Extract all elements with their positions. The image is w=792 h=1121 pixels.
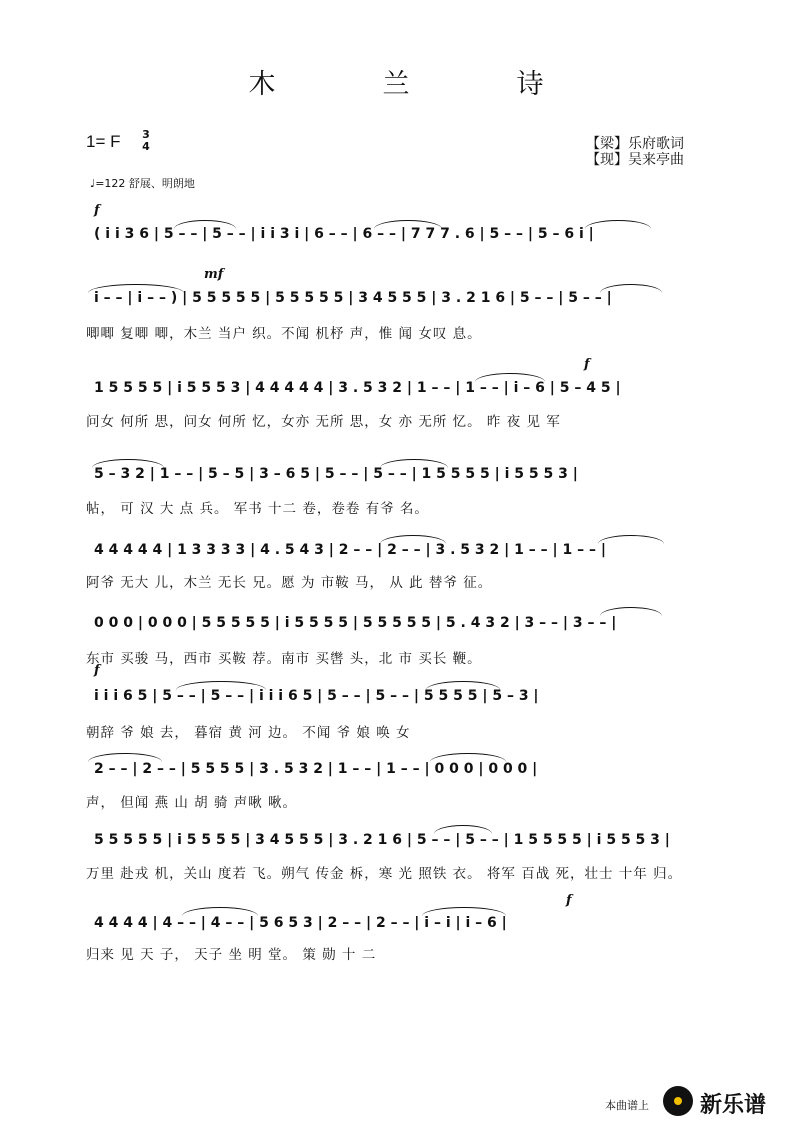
note-sequence: 4 4 4 4 | 4 – – | 4 – – | 5 6 5 3 | 2 – – | 2 – – | i – i | i – 6 |: [94, 915, 507, 931]
lyric-line: 声， 但闻 燕 山 胡 骑 声啾 啾。: [86, 795, 298, 811]
site-logo: 新乐谱: [700, 1093, 767, 1118]
note-sequence: 4 4 4 4 4 | 1 3 3 3 3 | 4 . 5 4 3 | 2 – – | 2 – – | 3 . 5 3 2 | 1 – – | 1 – – |: [94, 542, 606, 558]
lyric-line: 唧唧 复唧 唧，木兰 当户 织。不闻 机杼 声，惟 闻 女叹 息。: [86, 326, 482, 342]
dynamic-f: f: [566, 893, 572, 908]
lyricist-credit: 【梁】乐府歌词: [586, 136, 684, 152]
notation-line: [86, 832, 716, 866]
notation-line: [86, 290, 716, 324]
notation-line: [86, 615, 716, 649]
lyric-line: 问女 何所 思，问女 何所 忆，女亦 无所 思，女 亦 无所 忆。 昨 夜 见 军: [86, 414, 561, 430]
note-sequence: ( i i 3 6 | 5 – – | 5 – – | i i 3 i | 6 – – | 6 – – | 7 7 7 . 6 | 5 – – | 5 – 6 i |: [94, 226, 594, 242]
notation-line: [86, 688, 716, 722]
note-sequence: i i i 6 5 | 5 – – | 5 – – | i i i 6 5 | 5 – – | 5 – – | 5 5 5 5 | 5 – 3 |: [94, 688, 539, 704]
tie-slur: [600, 284, 662, 293]
dynamic-f: f: [94, 663, 100, 678]
tie-slur: [374, 220, 442, 229]
lyric-line: 帖， 可 汉 大 点 兵。 军书 十二 卷，卷卷 有爷 名。: [86, 501, 429, 517]
tie-slur: [475, 373, 545, 382]
footer-note: 本曲谱上: [605, 1099, 649, 1112]
note-sequence: 2 – – | 2 – – | 5 5 5 5 | 3 . 5 3 2 | 1 – – | 1 – – | 0 0 0 | 0 0 0 |: [94, 761, 538, 777]
notation-line: [86, 466, 716, 500]
tie-slur: [88, 753, 162, 762]
tie-slur: [182, 907, 258, 916]
note-sequence: 5 5 5 5 5 | i 5 5 5 5 | 3 4 5 5 5 | 3 . 2 1 6 | 5 – – | 5 – – | 1 5 5 5 5 | i 5 5 5 3 |: [94, 832, 670, 848]
tie-slur: [600, 607, 662, 616]
note-sequence: 5 – 3 2 | 1 – – | 5 – 5 | 3 – 6 5 | 5 – – | 5 – – | 1 5 5 5 5 | i 5 5 5 3 |: [94, 466, 578, 482]
tie-slur: [422, 907, 506, 916]
lyric-line: 万里 赴戎 机，关山 度若 飞。朔气 传金 柝，寒 光 照铁 衣。 将军 百战 死，壮士 十年 归。: [86, 866, 683, 882]
page-title: 木 兰 诗: [248, 69, 584, 100]
tie-slur: [434, 825, 492, 834]
tie-slur: [598, 535, 664, 544]
meter-top: 3: [142, 128, 150, 141]
notation-line: [86, 380, 716, 414]
tie-slur: [174, 220, 236, 229]
note-sequence: 0 0 0 | 0 0 0 | 5 5 5 5 5 | i 5 5 5 5 | 5 5 5 5 5 | 5 . 4 3 2 | 3 – – | 3 – – |: [94, 615, 617, 631]
note-sequence: i – – | i – – ) | 5 5 5 5 5 | 5 5 5 5 5 | 3 4 5 5 5 | 3 . 2 1 6 | 5 – – | 5 – – |: [94, 290, 612, 306]
tie-slur: [585, 220, 651, 229]
lyric-line: 阿爷 无大 儿，木兰 无长 兄。愿 为 市鞍 马， 从 此 替爷 征。: [86, 575, 493, 591]
lyric-line: 归来 见 天 子， 天子 坐 明 堂。 策 勋 十 二: [86, 947, 377, 963]
note-sequence: 1 5 5 5 5 | i 5 5 5 3 | 4 4 4 4 4 | 3 . 5 3 2 | 1 – – | 1 – – | i – 6 | 5 – 4 5 |: [94, 380, 621, 396]
tie-slur: [426, 681, 500, 690]
dynamic-f: f: [94, 203, 100, 218]
tie-slur: [88, 284, 184, 293]
vinyl-disc-icon: [663, 1086, 693, 1116]
time-signature: [140, 129, 152, 153]
tie-slur: [176, 681, 266, 690]
tempo-marking: ♩=122 舒展、明朗地: [90, 177, 195, 190]
dynamic-f: f: [584, 357, 590, 372]
dynamic-mf: mf: [204, 267, 224, 282]
notation-line: [86, 226, 716, 260]
tie-slur: [430, 753, 506, 762]
lyric-line: 东市 买骏 马，西市 买鞍 荐。南市 买辔 头，北 市 买长 鞭。: [86, 651, 482, 667]
lyric-line: 朝辞 爷 娘 去， 暮宿 黄 河 边。 不闻 爷 娘 唤 女: [86, 725, 411, 741]
composer-credit: 【现】吴来亭曲: [586, 152, 684, 168]
tie-slur: [380, 535, 446, 544]
key-signature: 1= F: [86, 132, 121, 151]
meter-bottom: 4: [142, 140, 150, 153]
notation-line: [86, 761, 716, 795]
tie-slur: [92, 459, 164, 468]
tie-slur: [380, 459, 448, 468]
